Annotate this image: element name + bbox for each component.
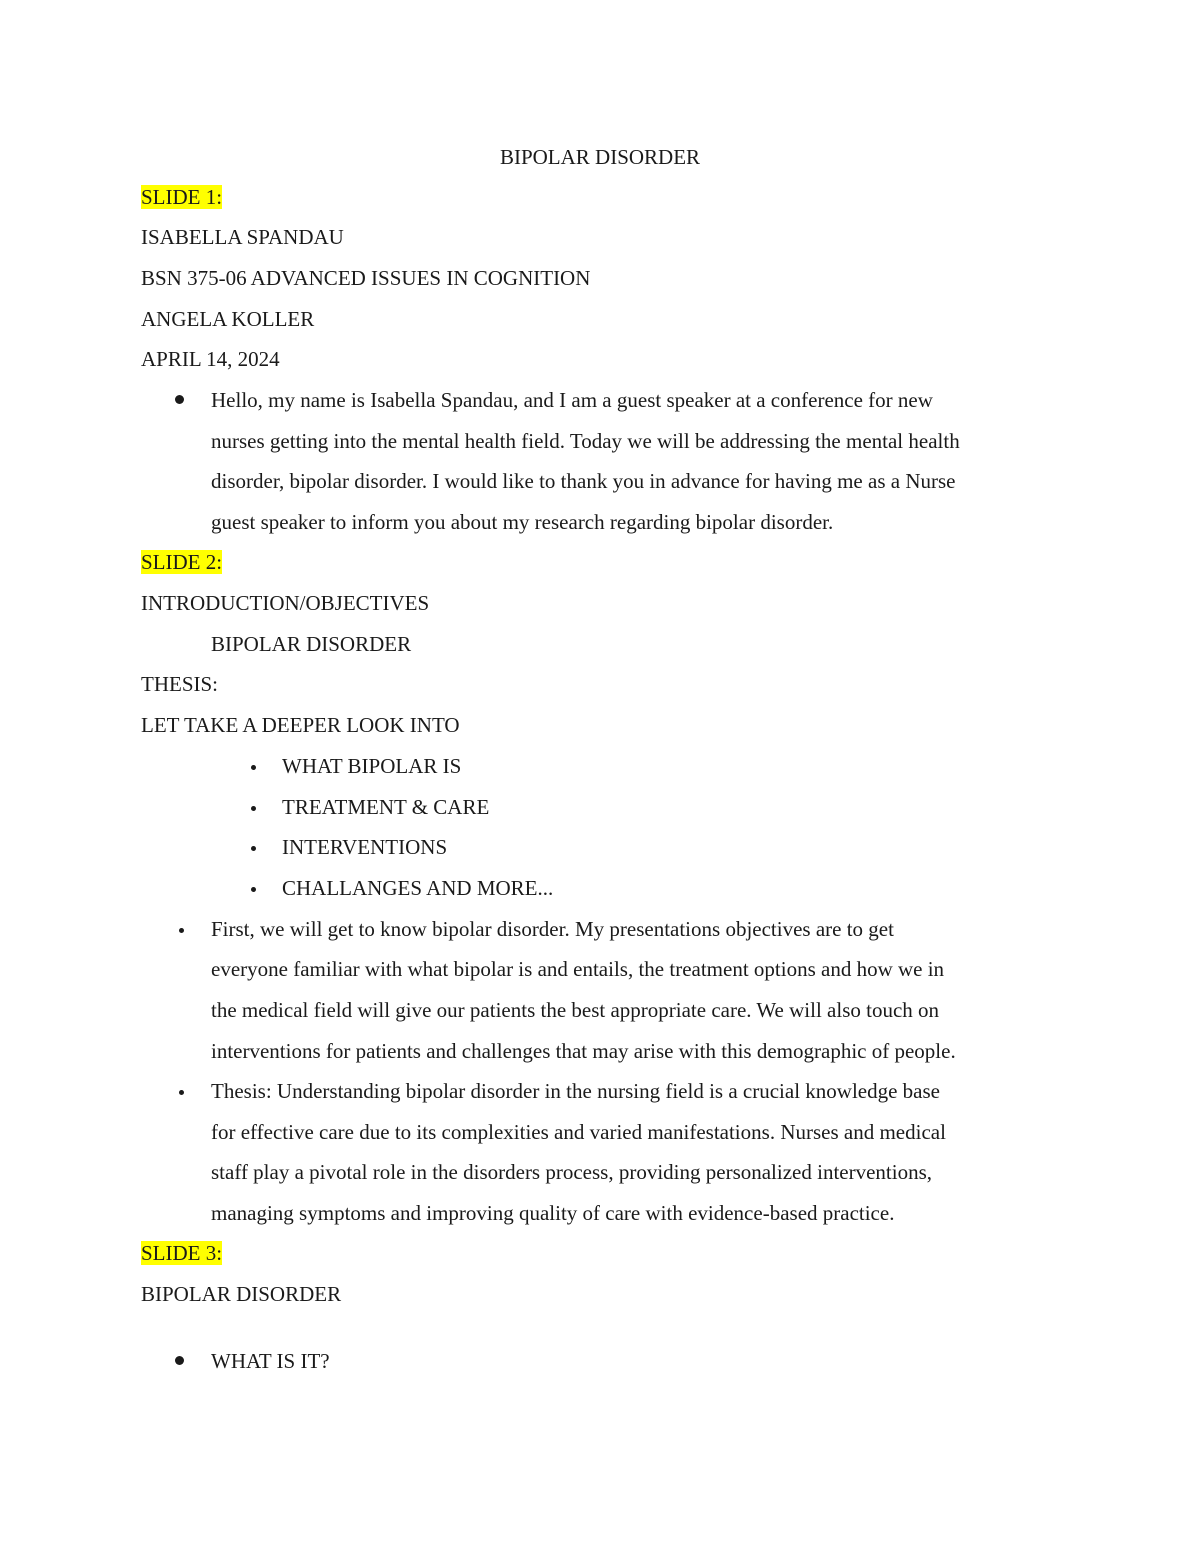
sub-list-item: TREATMENT & CARE [282,795,490,819]
instructor-name: ANGELA KOLLER [141,307,315,331]
bullet-icon [251,765,256,770]
sub-list-item: INTERVENTIONS [282,835,448,859]
sub-list-item: WHAT BIPOLAR IS [282,754,462,778]
slide2-paragraph2-line: for effective care due to its complexities and varied manifestations. Nurses and medical [211,1120,946,1144]
sub-list-item: CHALLANGES AND MORE... [282,876,554,900]
bullet-icon [175,395,184,404]
bullet-icon [251,887,256,892]
bullet-icon [179,1090,184,1095]
bullet-icon [251,846,256,851]
slide3-bullet: WHAT IS IT? [211,1349,330,1373]
lead-in-text: LET TAKE A DEEPER LOOK INTO [141,713,460,737]
slide2-paragraph2-line: managing symptoms and improving quality of care with evidence-based practice. [211,1201,895,1225]
slide2-paragraph1-line: interventions for patients and challenges that may arise with this demographic of people. [211,1039,956,1063]
slide2-topic: BIPOLAR DISORDER [211,632,412,656]
bullet-icon [175,1356,184,1365]
document-title: BIPOLAR DISORDER [499,145,701,169]
slide2-paragraph1-line: everyone familiar with what bipolar is and entails, the treatment options and how we in [211,957,945,981]
slide2-paragraph2-line: Thesis: Understanding bipolar disorder in the nursing field is a crucial knowledge base [211,1079,940,1103]
slide3-heading-text: SLIDE 3: [141,1241,223,1265]
slide1-paragraph-line: Hello, my name is Isabella Spandau, and I am a guest speaker at a conference for new [211,388,933,412]
slide1-heading [141,184,222,210]
author-name: ISABELLA SPANDAU [141,225,344,249]
slide2-paragraph1-line: the medical field will give our patients the best appropriate care. We will also touch on [211,998,940,1022]
slide1-paragraph-line: nurses getting into the mental health field. Today we will be addressing the mental health [211,429,960,453]
course-name: BSN 375-06 ADVANCED ISSUES IN COGNITION [141,266,591,290]
slide1-paragraph-line: disorder, bipolar disorder. I would like to thank you in advance for having me as a Nurse [211,469,956,493]
document-date: APRIL 14, 2024 [141,347,280,371]
slide2-subtitle: INTRODUCTION/OBJECTIVES [141,591,430,615]
slide2-heading [141,549,222,575]
slide2-heading-text: SLIDE 2: [141,550,223,574]
bullet-icon [179,928,184,933]
slide3-heading [141,1240,222,1266]
bullet-icon [251,806,256,811]
thesis-label: THESIS: [141,672,219,696]
slide1-heading-text: SLIDE 1: [141,185,223,209]
slide3-subtitle: BIPOLAR DISORDER [141,1282,342,1306]
slide1-paragraph-line: guest speaker to inform you about my research regarding bipolar disorder. [211,510,834,534]
slide2-paragraph1-line: First, we will get to know bipolar disorder. My presentations objectives are to get [211,917,894,941]
slide2-paragraph2-line: staff play a pivotal role in the disorders process, providing personalized interventions, [211,1160,933,1184]
